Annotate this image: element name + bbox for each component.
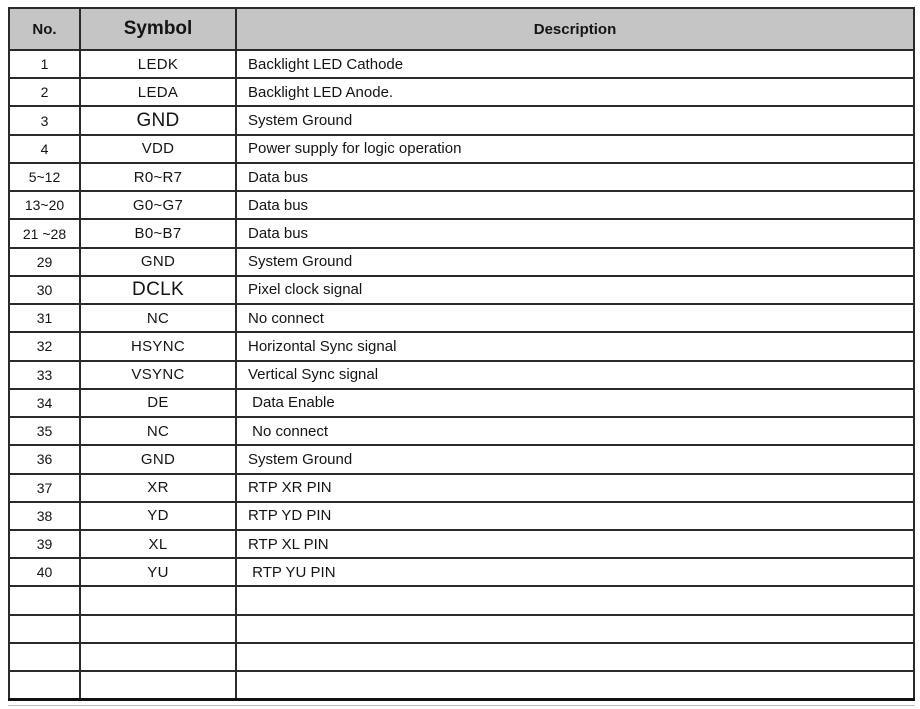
cell-description: No connect	[236, 304, 914, 332]
table-row	[9, 445, 914, 473]
cell-no: 38	[9, 502, 80, 530]
cell-no: 35	[9, 417, 80, 445]
cell-no: 31	[9, 304, 80, 332]
cell-symbol: NC	[80, 304, 236, 332]
table-row	[9, 78, 914, 106]
cell-description: System Ground	[236, 106, 914, 134]
table-row	[9, 530, 914, 558]
cell-description: Power supply for logic operation	[236, 135, 914, 163]
cell-no: 3	[9, 106, 80, 134]
cell-description: Data bus	[236, 191, 914, 219]
cell-description: No connect	[236, 417, 914, 445]
cell-description: System Ground	[236, 445, 914, 473]
cell-symbol: DCLK	[80, 276, 236, 304]
cell-description	[236, 671, 914, 699]
cell-symbol	[80, 586, 236, 614]
cell-no: 36	[9, 445, 80, 473]
table-row-empty	[9, 671, 914, 699]
column-header-description: Description	[236, 8, 914, 50]
table-bottom-shadow	[8, 705, 915, 706]
cell-symbol: HSYNC	[80, 332, 236, 360]
cell-symbol: XL	[80, 530, 236, 558]
cell-no: 2	[9, 78, 80, 106]
cell-symbol	[80, 671, 236, 699]
cell-symbol: GND	[80, 248, 236, 276]
cell-no	[9, 671, 80, 699]
cell-description: Data bus	[236, 163, 914, 191]
cell-no: 33	[9, 361, 80, 389]
cell-description: RTP YU PIN	[236, 558, 914, 586]
table-row	[9, 558, 914, 586]
cell-symbol: YD	[80, 502, 236, 530]
table-row	[9, 163, 914, 191]
cell-description: Pixel clock signal	[236, 276, 914, 304]
cell-no: 39	[9, 530, 80, 558]
cell-symbol: XR	[80, 474, 236, 502]
table-row	[9, 332, 914, 360]
table-row	[9, 248, 914, 276]
table-body	[9, 50, 914, 700]
table-row	[9, 135, 914, 163]
cell-symbol: VSYNC	[80, 361, 236, 389]
pin-description-table	[8, 7, 915, 701]
cell-description: Data Enable	[236, 389, 914, 417]
cell-no: 13~20	[9, 191, 80, 219]
column-header-symbol: Symbol	[80, 8, 236, 50]
cell-symbol: R0~R7	[80, 163, 236, 191]
cell-description: Vertical Sync signal	[236, 361, 914, 389]
cell-no: 37	[9, 474, 80, 502]
cell-no: 5~12	[9, 163, 80, 191]
table-row	[9, 219, 914, 247]
column-header-no: No.	[9, 8, 80, 50]
cell-no: 32	[9, 332, 80, 360]
table-row	[9, 276, 914, 304]
table-row	[9, 361, 914, 389]
table-row	[9, 502, 914, 530]
table-row	[9, 50, 914, 78]
table-row	[9, 304, 914, 332]
cell-no	[9, 586, 80, 614]
table-row-empty	[9, 643, 914, 671]
cell-symbol: GND	[80, 106, 236, 134]
table-row-empty	[9, 586, 914, 614]
cell-symbol: VDD	[80, 135, 236, 163]
cell-no: 30	[9, 276, 80, 304]
cell-symbol: GND	[80, 445, 236, 473]
table-row	[9, 389, 914, 417]
table-row-empty	[9, 615, 914, 643]
cell-description	[236, 586, 914, 614]
cell-description: RTP XL PIN	[236, 530, 914, 558]
cell-description: RTP XR PIN	[236, 474, 914, 502]
cell-no	[9, 615, 80, 643]
cell-symbol	[80, 643, 236, 671]
cell-symbol: B0~B7	[80, 219, 236, 247]
cell-no: 1	[9, 50, 80, 78]
cell-symbol: G0~G7	[80, 191, 236, 219]
cell-no: 34	[9, 389, 80, 417]
table-row	[9, 191, 914, 219]
table-row	[9, 474, 914, 502]
cell-no: 4	[9, 135, 80, 163]
header-row	[9, 8, 914, 50]
cell-symbol	[80, 615, 236, 643]
cell-no	[9, 643, 80, 671]
table-header	[9, 8, 914, 50]
cell-description: Data bus	[236, 219, 914, 247]
cell-description	[236, 643, 914, 671]
cell-symbol: LEDK	[80, 50, 236, 78]
cell-symbol: LEDA	[80, 78, 236, 106]
cell-description	[236, 615, 914, 643]
cell-symbol: YU	[80, 558, 236, 586]
table-row	[9, 417, 914, 445]
cell-description: Horizontal Sync signal	[236, 332, 914, 360]
cell-description: RTP YD PIN	[236, 502, 914, 530]
table-row	[9, 106, 914, 134]
cell-description: System Ground	[236, 248, 914, 276]
cell-no: 40	[9, 558, 80, 586]
cell-symbol: DE	[80, 389, 236, 417]
cell-description: Backlight LED Cathode	[236, 50, 914, 78]
cell-symbol: NC	[80, 417, 236, 445]
cell-no: 21 ~28	[9, 219, 80, 247]
cell-description: Backlight LED Anode.	[236, 78, 914, 106]
cell-no: 29	[9, 248, 80, 276]
